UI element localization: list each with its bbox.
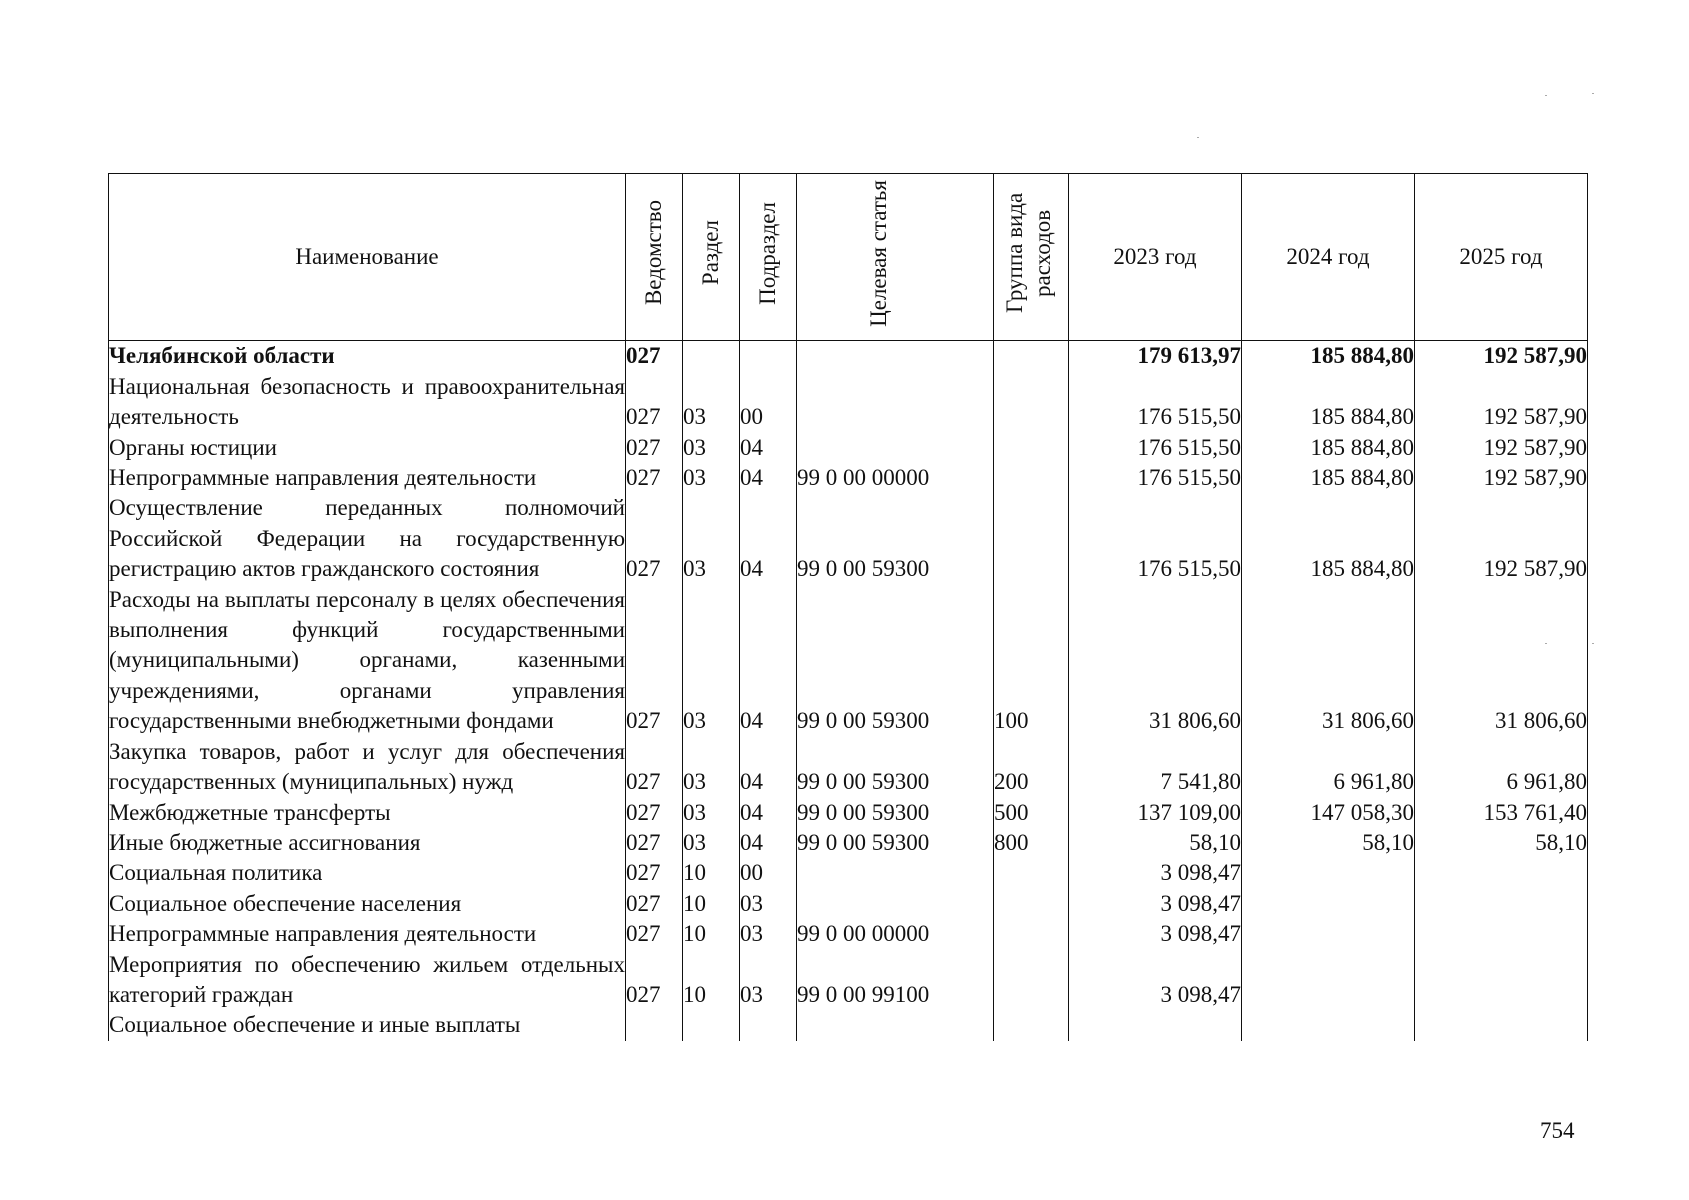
row-razdel: 10	[683, 919, 740, 949]
row-2023	[1069, 1010, 1242, 1040]
row-name: Челябинской области	[109, 341, 626, 372]
header-2023-label: 2023 год	[1113, 244, 1197, 269]
row-name: Органы юстиции	[109, 433, 626, 463]
row-2023: 3 098,47	[1069, 889, 1242, 919]
row-podrazdel: 04	[740, 585, 797, 737]
row-name: Расходы на выплаты персоналу в целях обеспечения выполнения функций государственными (муниципальными) органами, казенными учреждениями, органами управления государственными внебюджетными фондами	[109, 585, 626, 737]
row-podrazdel: 04	[740, 737, 797, 798]
row-target: 99 0 00 59300	[797, 798, 994, 828]
row-razdel: 03	[683, 433, 740, 463]
header-razdel	[683, 174, 740, 341]
table-row	[109, 798, 1588, 828]
table-body	[109, 341, 1588, 1041]
row-group	[994, 433, 1069, 463]
row-target	[797, 1010, 994, 1040]
header-2025-label: 2025 год	[1459, 244, 1543, 269]
table-row	[109, 737, 1588, 798]
scan-speck	[1197, 137, 1199, 138]
row-2023: 179 613,97	[1069, 341, 1242, 372]
row-vedomstvo: 027	[626, 889, 683, 919]
table-header-row	[109, 174, 1588, 341]
table-row	[109, 493, 1588, 584]
header-vedomstvo	[626, 174, 683, 341]
row-2024	[1242, 950, 1415, 1011]
row-razdel: 10	[683, 950, 740, 1011]
row-2023: 58,10	[1069, 828, 1242, 858]
row-vedomstvo: 027	[626, 585, 683, 737]
row-group	[994, 1010, 1069, 1040]
row-target: 99 0 00 59300	[797, 828, 994, 858]
page-number: 754	[1540, 1118, 1575, 1143]
row-group	[994, 889, 1069, 919]
row-target: 99 0 00 00000	[797, 463, 994, 493]
row-2024	[1242, 889, 1415, 919]
row-2023: 3 098,47	[1069, 919, 1242, 949]
row-2023: 137 109,00	[1069, 798, 1242, 828]
row-vedomstvo: 027	[626, 828, 683, 858]
row-vedomstvo: 027	[626, 372, 683, 433]
row-target	[797, 372, 994, 433]
row-target: 99 0 00 00000	[797, 919, 994, 949]
header-podrazdel-label: Подраздел	[755, 201, 780, 305]
row-target	[797, 889, 994, 919]
row-razdel	[683, 1010, 740, 1040]
table-row	[109, 372, 1588, 433]
row-2025	[1415, 889, 1588, 919]
row-name: Мероприятия по обеспечению жильем отдельных категорий граждан	[109, 950, 626, 1011]
row-2023: 3 098,47	[1069, 950, 1242, 1011]
header-expense-group	[994, 174, 1069, 341]
row-name: Социальное обеспечение и иные выплаты	[109, 1010, 626, 1040]
row-vedomstvo: 027	[626, 858, 683, 888]
row-name: Национальная безопасность и правоохранительная деятельность	[109, 372, 626, 433]
row-target: 99 0 00 59300	[797, 493, 994, 584]
header-2023	[1069, 174, 1242, 341]
table-row	[109, 889, 1588, 919]
row-razdel: 10	[683, 858, 740, 888]
row-2023: 176 515,50	[1069, 493, 1242, 584]
row-2025: 192 587,90	[1415, 372, 1588, 433]
budget-table	[108, 173, 1588, 1041]
scan-speck	[1592, 93, 1594, 94]
row-vedomstvo: 027	[626, 737, 683, 798]
row-name: Закупка товаров, работ и услуг для обеспечения государственных (муниципальных) нужд	[109, 737, 626, 798]
row-podrazdel	[740, 1010, 797, 1040]
header-target-label: Целевая статья	[866, 179, 891, 327]
row-vedomstvo: 027	[626, 341, 683, 372]
row-2024	[1242, 858, 1415, 888]
row-podrazdel: 03	[740, 919, 797, 949]
row-vedomstvo: 027	[626, 433, 683, 463]
row-target	[797, 433, 994, 463]
row-2023: 3 098,47	[1069, 858, 1242, 888]
header-razdel-label: Раздел	[698, 220, 723, 286]
row-2024	[1242, 919, 1415, 949]
row-vedomstvo: 027	[626, 798, 683, 828]
row-2025: 153 761,40	[1415, 798, 1588, 828]
row-razdel: 10	[683, 889, 740, 919]
row-podrazdel: 03	[740, 950, 797, 1011]
row-2023: 176 515,50	[1069, 433, 1242, 463]
row-2025	[1415, 919, 1588, 949]
row-target: 99 0 00 99100	[797, 950, 994, 1011]
row-group: 500	[994, 798, 1069, 828]
table-row	[109, 433, 1588, 463]
row-razdel: 03	[683, 828, 740, 858]
row-group	[994, 372, 1069, 433]
table-row	[109, 950, 1588, 1011]
row-group	[994, 493, 1069, 584]
row-2025: 192 587,90	[1415, 433, 1588, 463]
row-razdel: 03	[683, 372, 740, 433]
header-vedomstvo-label: Ведомство	[641, 200, 666, 306]
row-name: Осуществление переданных полномочий Российской Федерации на государственную регистрацию актов гражданского состояния	[109, 493, 626, 584]
row-group	[994, 341, 1069, 372]
row-vedomstvo: 027	[626, 950, 683, 1011]
row-razdel: 03	[683, 463, 740, 493]
header-name-label: Наименование	[295, 244, 439, 269]
row-group: 100	[994, 585, 1069, 737]
row-2024: 147 058,30	[1242, 798, 1415, 828]
row-2025: 31 806,60	[1415, 585, 1588, 737]
row-2023: 7 541,80	[1069, 737, 1242, 798]
header-target-article	[797, 174, 994, 341]
row-razdel: 03	[683, 737, 740, 798]
row-target	[797, 341, 994, 372]
row-2025: 6 961,80	[1415, 737, 1588, 798]
row-vedomstvo: 027	[626, 919, 683, 949]
row-2024: 31 806,60	[1242, 585, 1415, 737]
row-name: Социальное обеспечение населения	[109, 889, 626, 919]
row-2024: 185 884,80	[1242, 433, 1415, 463]
row-podrazdel: 04	[740, 463, 797, 493]
scan-speck	[1592, 643, 1594, 644]
row-2025	[1415, 1010, 1588, 1040]
row-2023: 176 515,50	[1069, 463, 1242, 493]
row-2024: 6 961,80	[1242, 737, 1415, 798]
row-2025	[1415, 858, 1588, 888]
row-target: 99 0 00 59300	[797, 737, 994, 798]
table-row	[109, 828, 1588, 858]
row-target: 99 0 00 59300	[797, 585, 994, 737]
row-name: Непрограммные направления деятельности	[109, 463, 626, 493]
row-2024	[1242, 1010, 1415, 1040]
row-2024: 185 884,80	[1242, 341, 1415, 372]
table-row	[109, 585, 1588, 737]
row-vedomstvo: 027	[626, 463, 683, 493]
row-razdel: 03	[683, 585, 740, 737]
row-razdel: 03	[683, 493, 740, 584]
row-vedomstvo	[626, 1010, 683, 1040]
table-row	[109, 919, 1588, 949]
row-group: 200	[994, 737, 1069, 798]
header-name	[109, 174, 626, 341]
header-podrazdel	[740, 174, 797, 341]
header-group-label: Группа вида расходов	[1002, 192, 1055, 314]
row-razdel: 03	[683, 798, 740, 828]
table-row	[109, 1010, 1588, 1040]
row-vedomstvo: 027	[626, 493, 683, 584]
row-name: Межбюджетные трансферты	[109, 798, 626, 828]
table-row	[109, 858, 1588, 888]
row-2024: 185 884,80	[1242, 493, 1415, 584]
row-podrazdel: 03	[740, 889, 797, 919]
header-2024-label: 2024 год	[1286, 244, 1370, 269]
row-name: Иные бюджетные ассигнования	[109, 828, 626, 858]
row-2025: 192 587,90	[1415, 493, 1588, 584]
row-2025	[1415, 950, 1588, 1011]
row-2025: 58,10	[1415, 828, 1588, 858]
table-row	[109, 463, 1588, 493]
header-2025	[1415, 174, 1588, 341]
row-podrazdel: 00	[740, 858, 797, 888]
row-group	[994, 463, 1069, 493]
row-group	[994, 950, 1069, 1011]
row-2024: 185 884,80	[1242, 372, 1415, 433]
row-2024: 185 884,80	[1242, 463, 1415, 493]
row-razdel	[683, 341, 740, 372]
row-podrazdel	[740, 341, 797, 372]
row-podrazdel: 04	[740, 493, 797, 584]
row-name: Социальная политика	[109, 858, 626, 888]
header-2024	[1242, 174, 1415, 341]
row-2025: 192 587,90	[1415, 341, 1588, 372]
row-group	[994, 858, 1069, 888]
row-name: Непрограммные направления деятельности	[109, 919, 626, 949]
row-2025: 192 587,90	[1415, 463, 1588, 493]
row-2023: 176 515,50	[1069, 372, 1242, 433]
row-podrazdel: 04	[740, 433, 797, 463]
row-target	[797, 858, 994, 888]
row-podrazdel: 00	[740, 372, 797, 433]
row-group	[994, 919, 1069, 949]
row-podrazdel: 04	[740, 798, 797, 828]
scan-speck	[1545, 95, 1547, 96]
row-2023: 31 806,60	[1069, 585, 1242, 737]
row-podrazdel: 04	[740, 828, 797, 858]
table-row	[109, 341, 1588, 372]
row-2024: 58,10	[1242, 828, 1415, 858]
row-group: 800	[994, 828, 1069, 858]
